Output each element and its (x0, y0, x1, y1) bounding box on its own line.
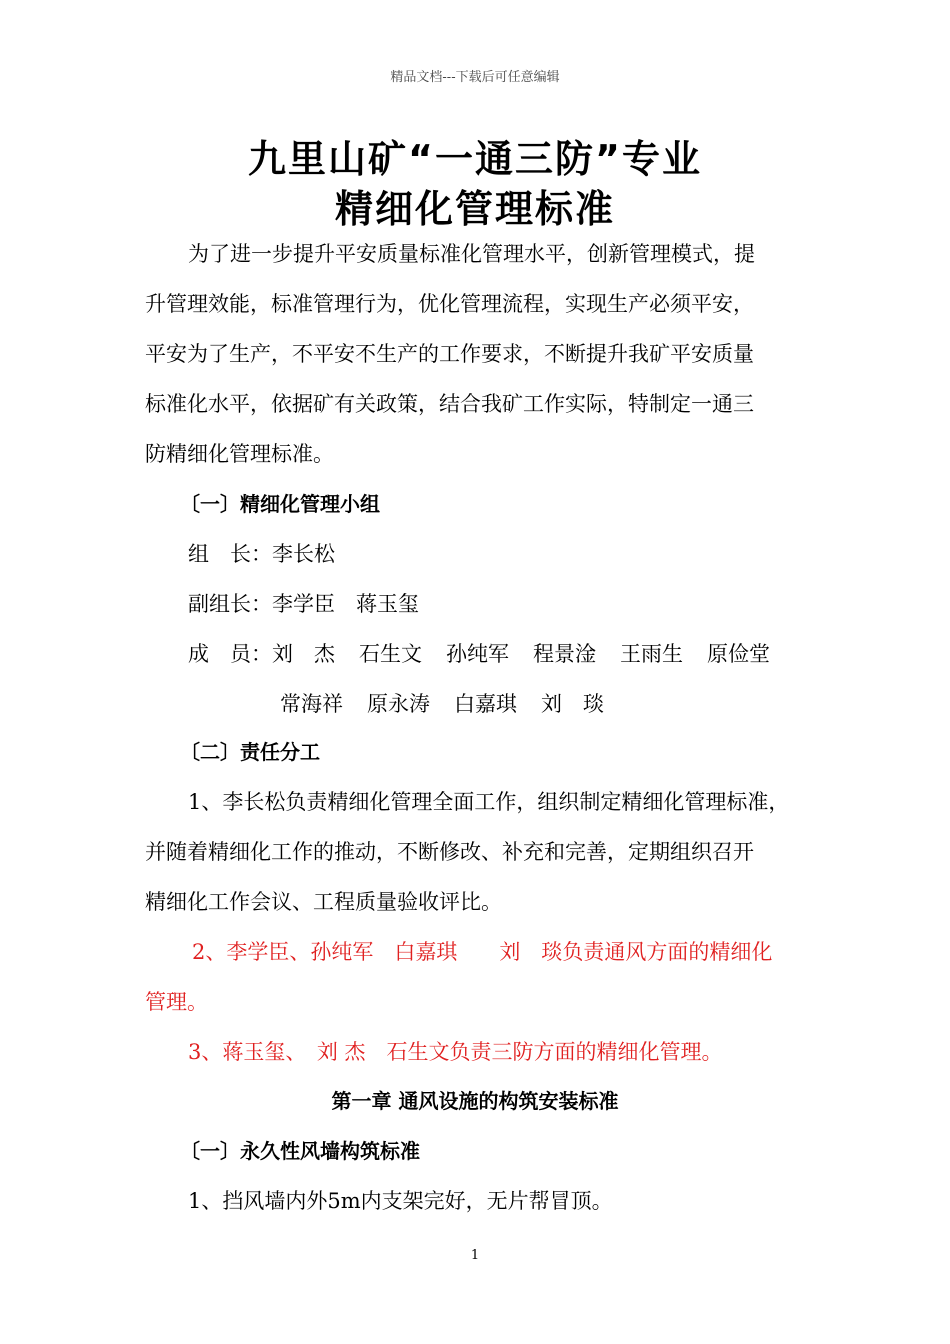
duty-1-line-2: 并随着精细化工作的推动，不断修改、补充和完善，定期组织召开 (145, 840, 754, 864)
group-leader: 组 长：李长松 (188, 542, 335, 566)
subsection-heading: 〔一〕永久性风墙构筑标准 (180, 1139, 420, 1163)
member-name: 程景淦 (533, 642, 596, 666)
section-heading-management-group: 〔一〕精细化管理小组 (180, 492, 380, 516)
item-1: 1、挡风墙内外5m内支架完好，无片帮冒顶。 (188, 1189, 613, 1213)
member-name: 石生文 (359, 642, 422, 666)
member-name: 常海祥 (280, 692, 343, 716)
member-name: 原永涛 (367, 692, 430, 716)
duty-2-line-2: 管理。 (145, 990, 208, 1014)
page-header: 精品文档---下载后可任意编辑 (390, 70, 560, 85)
member-name: 刘 杰 (272, 642, 335, 666)
duty-1-line-1: 1、李长松负责精细化管理全面工作，组织制定精细化管理标准， (188, 790, 790, 814)
intro-line-4: 标准化水平，依据矿有关政策，结合我矿工作实际，特制定一通三 (145, 392, 754, 416)
member-name: 白嘉琪 (454, 692, 517, 716)
intro-line-2: 升管理效能，标准管理行为，优化管理流程，实现生产必须平安， (145, 292, 754, 316)
page-number: 1 (470, 1248, 480, 1263)
member-name: 刘 琰 (541, 692, 604, 716)
member-name: 原俭堂 (707, 642, 770, 666)
members-row-1 (188, 638, 770, 668)
intro-line-3: 平安为了生产，不平安不生产的工作要求，不断提升我矿平安质量 (145, 342, 754, 366)
group-deputy: 副组长：李学臣 蒋玉玺 (188, 592, 419, 616)
chapter-heading: 第一章 通风设施的构筑安装标准 (331, 1089, 619, 1113)
member-name: 孙纯军 (446, 642, 509, 666)
member-name: 王雨生 (620, 642, 683, 666)
document-title-line-2: 精细化管理标准 (334, 187, 615, 231)
intro-line-5: 防精细化管理标准。 (145, 442, 334, 466)
members-row-2 (280, 688, 604, 718)
duty-3: 3、蒋玉玺、 刘 杰 石生文负责三防方面的精细化管理。 (188, 1040, 723, 1064)
document-title-line-1: 九里山矿“一通三防”专业 (248, 137, 702, 181)
section-heading-responsibilities: 〔二〕责任分工 (180, 740, 320, 764)
intro-line-1: 为了进一步提升平安质量标准化管理水平，创新管理模式，提 (188, 242, 755, 266)
duty-1-line-3: 精细化工作会议、工程质量验收评比。 (145, 890, 502, 914)
members-label: 成 员： (188, 642, 272, 666)
duty-2-line-1: 2、李学臣、孙纯军 白嘉琪 刘 琰负责通风方面的精细化 (192, 940, 773, 964)
